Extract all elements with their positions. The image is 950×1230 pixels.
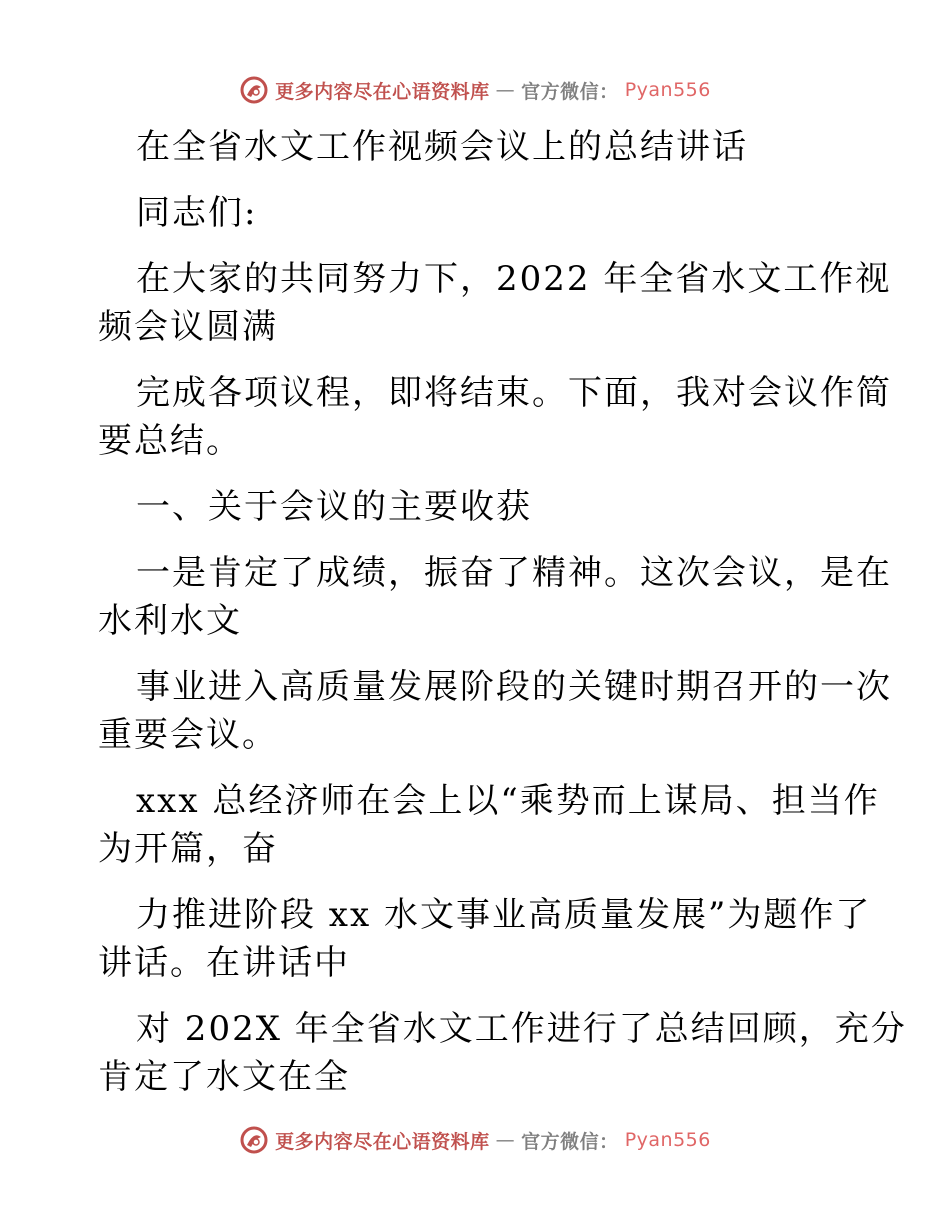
paragraph-line: 一是肯定了成绩，振奋了精神。这次会议，是在 xyxy=(136,553,892,593)
section-heading: 一、关于会议的主要收获 xyxy=(136,487,532,527)
red-swirl-logo-icon xyxy=(239,75,269,105)
watermark-main-text: 更多内容尽在心语资料库 xyxy=(275,1130,490,1153)
footer-watermark xyxy=(0,1120,950,1160)
document-title: 在全省水文工作视频会议上的总结讲话 xyxy=(136,127,748,167)
watermark-handle: Pyan556 xyxy=(624,1129,711,1151)
watermark-wechat-label: 官方微信： xyxy=(521,1130,619,1153)
document-body xyxy=(98,123,907,1101)
watermark-wechat-label: 官方微信： xyxy=(521,80,619,103)
paragraph-line: 水利水文 xyxy=(98,601,242,641)
watermark-dash: — xyxy=(495,1129,516,1151)
paragraph-line: 在大家的共同努力下，2022 年全省水文工作视 xyxy=(136,259,892,299)
watermark-main-text: 更多内容尽在心语资料库 xyxy=(275,80,490,103)
paragraph-line: 力推进阶段 xx 水文事业高质量发展”为题作了 xyxy=(136,895,872,935)
paragraph-line: 要总结。 xyxy=(98,421,242,461)
paragraph-line: 事业进入高质量发展阶段的关键时期召开的一次 xyxy=(136,667,892,707)
header-watermark xyxy=(0,70,950,110)
paragraph-line: 对 202X 年全省水文工作进行了总结回顾，充分 xyxy=(136,1009,907,1049)
paragraph-line: 重要会议。 xyxy=(98,715,278,755)
watermark-handle: Pyan556 xyxy=(624,79,711,101)
paragraph-line: 频会议圆满 xyxy=(98,307,278,347)
paragraph-line: xxx 总经济师在会上以“乘势而上谋局、担当作 xyxy=(136,781,880,821)
watermark-dash: — xyxy=(495,79,516,101)
paragraph-line: 完成各项议程，即将结束。下面，我对会议作简 xyxy=(136,373,892,413)
red-swirl-logo-icon xyxy=(239,1125,269,1155)
salutation: 同志们: xyxy=(136,193,258,233)
paragraph-line: 为开篇，奋 xyxy=(98,829,278,869)
paragraph-line: 肯定了水文在全 xyxy=(98,1057,350,1097)
paragraph-line: 讲话。在讲话中 xyxy=(98,943,350,983)
